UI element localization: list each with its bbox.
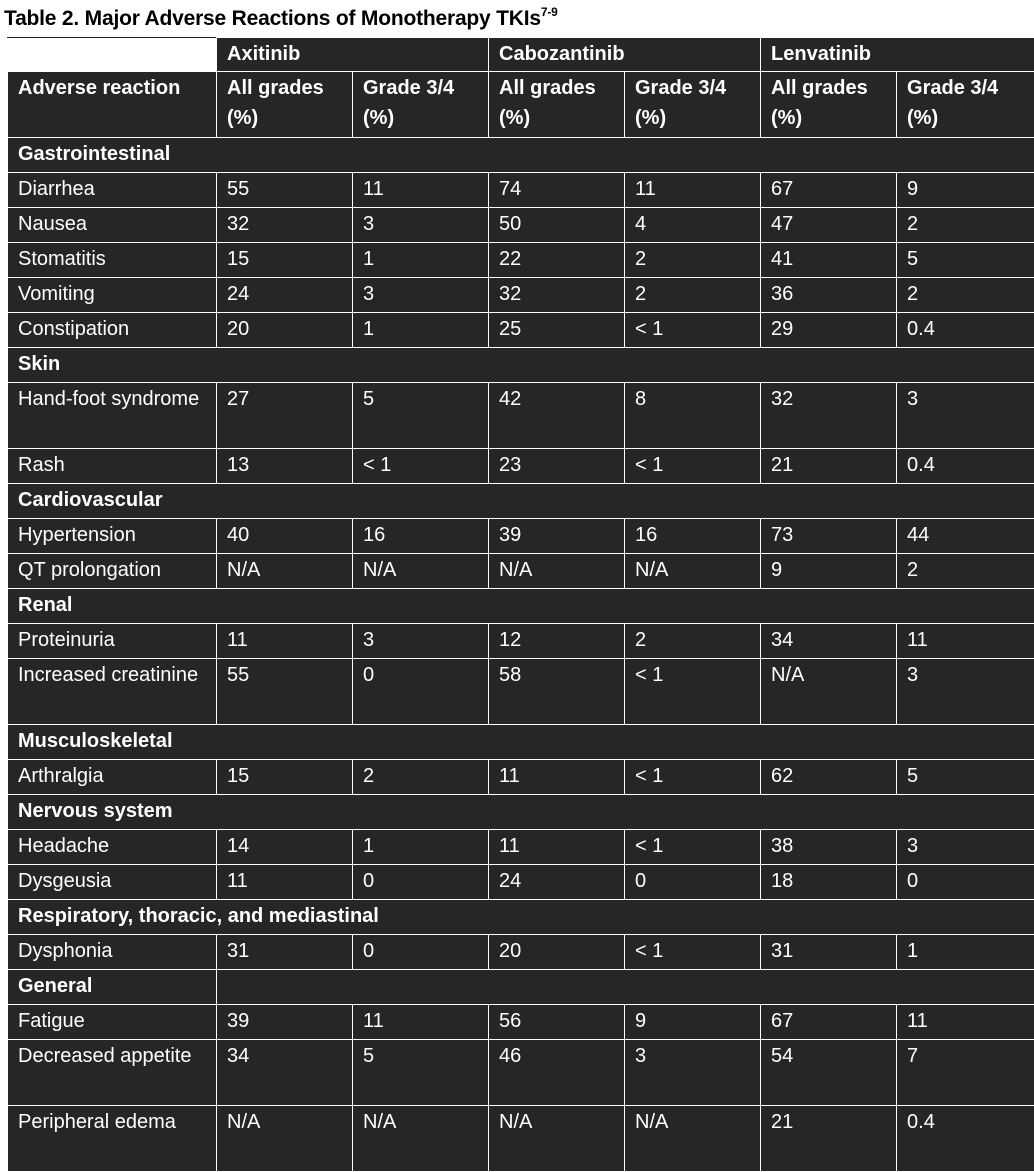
value-cell-cabozantinib-all-grades: 24 <box>489 865 625 900</box>
value-cell-cabozantinib-all-grades: 39 <box>489 519 625 554</box>
value-cell-cabozantinib-grade34: 8 <box>625 383 761 449</box>
value-cell-lenvatinib-grade34: 1 <box>897 935 1034 970</box>
value-cell-axitinib-all-grades: 27 <box>217 383 353 449</box>
title-superscript: 7-9 <box>541 5 558 19</box>
value-cell-axitinib-all-grades: 24 <box>217 278 353 313</box>
value-cell-lenvatinib-grade34: 2 <box>897 208 1034 243</box>
header-lenvatinib-grade34: Grade 3/4 (%) <box>897 72 1034 138</box>
value-cell-lenvatinib-grade34: 5 <box>897 760 1034 795</box>
value-cell-lenvatinib-all-grades: N/A <box>761 659 897 725</box>
header-cabozantinib-grade34: Grade 3/4 (%) <box>625 72 761 138</box>
value-cell-cabozantinib-all-grades: 42 <box>489 383 625 449</box>
value-cell-axitinib-all-grades: 13 <box>217 449 353 484</box>
reaction-cell: Stomatitis <box>8 243 217 278</box>
value-cell-cabozantinib-all-grades: 23 <box>489 449 625 484</box>
value-cell-axitinib-all-grades: 55 <box>217 659 353 725</box>
value-cell-lenvatinib-grade34: 9 <box>897 173 1034 208</box>
value-cell-lenvatinib-grade34: 5 <box>897 243 1034 278</box>
value-cell-axitinib-all-grades: N/A <box>217 554 353 589</box>
value-cell-cabozantinib-grade34: 2 <box>625 624 761 659</box>
value-cell-lenvatinib-all-grades: 29 <box>761 313 897 348</box>
table-row <box>8 1040 1034 1106</box>
value-cell-lenvatinib-all-grades: 67 <box>761 173 897 208</box>
value-cell-axitinib-grade34: 0 <box>353 659 489 725</box>
value-cell-lenvatinib-all-grades: 9 <box>761 554 897 589</box>
adverse-reactions-table <box>7 37 1034 1172</box>
value-cell-axitinib-all-grades: 55 <box>217 173 353 208</box>
value-cell-cabozantinib-all-grades: 20 <box>489 935 625 970</box>
table-row <box>8 313 1034 348</box>
value-cell-cabozantinib-grade34: < 1 <box>625 313 761 348</box>
value-cell-axitinib-grade34: 2 <box>353 760 489 795</box>
value-cell-axitinib-grade34: 1 <box>353 243 489 278</box>
value-cell-lenvatinib-grade34: 44 <box>897 519 1034 554</box>
section-row <box>8 484 1034 519</box>
value-cell-axitinib-all-grades: N/A <box>217 1106 353 1172</box>
table-body <box>8 38 1034 1172</box>
value-cell-axitinib-grade34: 3 <box>353 278 489 313</box>
section-heading: Musculoskeletal <box>8 725 1034 760</box>
section-heading: Respiratory, thoracic, and mediastinal <box>8 900 1034 935</box>
value-cell-axitinib-all-grades: 11 <box>217 865 353 900</box>
value-cell-axitinib-grade34: 3 <box>353 208 489 243</box>
header-axitinib-all-grades: All grades (%) <box>217 72 353 138</box>
value-cell-cabozantinib-all-grades: 12 <box>489 624 625 659</box>
value-cell-axitinib-all-grades: 15 <box>217 760 353 795</box>
table-row <box>8 173 1034 208</box>
reaction-cell: Vomiting <box>8 278 217 313</box>
value-cell-axitinib-grade34: 0 <box>353 865 489 900</box>
value-cell-lenvatinib-all-grades: 21 <box>761 1106 897 1172</box>
value-cell-axitinib-grade34: 3 <box>353 624 489 659</box>
header-lenvatinib-all-grades: All grades (%) <box>761 72 897 138</box>
table-row <box>8 278 1034 313</box>
section-heading: Renal <box>8 589 1034 624</box>
value-cell-lenvatinib-grade34: 7 <box>897 1040 1034 1106</box>
value-cell-cabozantinib-all-grades: 25 <box>489 313 625 348</box>
reaction-cell: Hand-foot syndrome <box>8 383 217 449</box>
value-cell-lenvatinib-grade34: 11 <box>897 1005 1034 1040</box>
value-cell-cabozantinib-all-grades: 56 <box>489 1005 625 1040</box>
value-cell-lenvatinib-grade34: 2 <box>897 278 1034 313</box>
section-heading: General <box>8 970 217 1005</box>
drug-header-lenvatinib: Lenvatinib <box>761 38 1034 72</box>
drug-header-axitinib: Axitinib <box>217 38 489 72</box>
column-header-row <box>8 72 1034 138</box>
value-cell-lenvatinib-all-grades: 36 <box>761 278 897 313</box>
value-cell-axitinib-grade34: N/A <box>353 1106 489 1172</box>
value-cell-lenvatinib-all-grades: 54 <box>761 1040 897 1106</box>
value-cell-axitinib-all-grades: 15 <box>217 243 353 278</box>
value-cell-cabozantinib-grade34: 3 <box>625 1040 761 1106</box>
value-cell-cabozantinib-grade34: < 1 <box>625 830 761 865</box>
value-cell-axitinib-all-grades: 34 <box>217 1040 353 1106</box>
value-cell-axitinib-grade34: 16 <box>353 519 489 554</box>
table-row <box>8 659 1034 725</box>
value-cell-cabozantinib-all-grades: 11 <box>489 760 625 795</box>
section-heading: Cardiovascular <box>8 484 1034 519</box>
reaction-cell: Headache <box>8 830 217 865</box>
reaction-cell: QT prolongation <box>8 554 217 589</box>
table-row <box>8 1005 1034 1040</box>
table-caption <box>4 0 558 38</box>
value-cell-lenvatinib-grade34: 0 <box>897 865 1034 900</box>
reaction-cell: Increased creatinine <box>8 659 217 725</box>
table-row <box>8 449 1034 484</box>
value-cell-lenvatinib-all-grades: 67 <box>761 1005 897 1040</box>
value-cell-cabozantinib-grade34: 9 <box>625 1005 761 1040</box>
value-cell-cabozantinib-all-grades: 11 <box>489 830 625 865</box>
value-cell-lenvatinib-grade34: 3 <box>897 659 1034 725</box>
value-cell-axitinib-grade34: 0 <box>353 935 489 970</box>
value-cell-lenvatinib-all-grades: 21 <box>761 449 897 484</box>
table-row <box>8 760 1034 795</box>
section-heading: Gastrointestinal <box>8 138 1034 173</box>
value-cell-axitinib-all-grades: 32 <box>217 208 353 243</box>
section-row <box>8 589 1034 624</box>
value-cell-cabozantinib-grade34: 11 <box>625 173 761 208</box>
value-cell-axitinib-all-grades: 40 <box>217 519 353 554</box>
table-row <box>8 1106 1034 1172</box>
value-cell-lenvatinib-all-grades: 31 <box>761 935 897 970</box>
value-cell-axitinib-grade34: 5 <box>353 1040 489 1106</box>
value-cell-lenvatinib-all-grades: 41 <box>761 243 897 278</box>
reaction-cell: Peripheral edema <box>8 1106 217 1172</box>
value-cell-cabozantinib-all-grades: 46 <box>489 1040 625 1106</box>
header-axitinib-grade34: Grade 3/4 (%) <box>353 72 489 138</box>
value-cell-cabozantinib-all-grades: N/A <box>489 554 625 589</box>
value-cell-lenvatinib-grade34: 0.4 <box>897 449 1034 484</box>
reaction-cell: Diarrhea <box>8 173 217 208</box>
value-cell-lenvatinib-grade34: 11 <box>897 624 1034 659</box>
reaction-cell: Decreased appetite <box>8 1040 217 1106</box>
value-cell-cabozantinib-grade34: < 1 <box>625 659 761 725</box>
section-row <box>8 348 1034 383</box>
section-heading: Nervous system <box>8 795 1034 830</box>
drug-header-cabozantinib: Cabozantinib <box>489 38 761 72</box>
value-cell-cabozantinib-grade34: N/A <box>625 554 761 589</box>
section-row <box>8 900 1034 935</box>
value-cell-cabozantinib-grade34: 4 <box>625 208 761 243</box>
value-cell-axitinib-all-grades: 11 <box>217 624 353 659</box>
table-row <box>8 624 1034 659</box>
value-cell-axitinib-grade34: < 1 <box>353 449 489 484</box>
reaction-cell: Proteinuria <box>8 624 217 659</box>
section-row <box>8 725 1034 760</box>
reaction-cell: Fatigue <box>8 1005 217 1040</box>
value-cell-cabozantinib-grade34: < 1 <box>625 760 761 795</box>
section-row <box>8 795 1034 830</box>
table-row <box>8 519 1034 554</box>
table-row <box>8 865 1034 900</box>
reaction-cell: Nausea <box>8 208 217 243</box>
section-row <box>8 138 1034 173</box>
value-cell-lenvatinib-all-grades: 32 <box>761 383 897 449</box>
value-cell-cabozantinib-all-grades: 58 <box>489 659 625 725</box>
table-title: Table 2. Major Adverse Reactions of Monotherapy TKIs <box>4 7 541 30</box>
value-cell-axitinib-grade34: 1 <box>353 830 489 865</box>
value-cell-axitinib-all-grades: 31 <box>217 935 353 970</box>
value-cell-lenvatinib-all-grades: 34 <box>761 624 897 659</box>
value-cell-axitinib-grade34: 1 <box>353 313 489 348</box>
value-cell-lenvatinib-grade34: 0.4 <box>897 1106 1034 1172</box>
value-cell-lenvatinib-grade34: 2 <box>897 554 1034 589</box>
value-cell-axitinib-all-grades: 20 <box>217 313 353 348</box>
value-cell-cabozantinib-all-grades: 74 <box>489 173 625 208</box>
reaction-cell: Hypertension <box>8 519 217 554</box>
value-cell-lenvatinib-all-grades: 38 <box>761 830 897 865</box>
drug-header-row <box>8 38 1034 72</box>
value-cell-axitinib-grade34: 11 <box>353 173 489 208</box>
reaction-cell: Dysgeusia <box>8 865 217 900</box>
table-row <box>8 383 1034 449</box>
reaction-cell: Rash <box>8 449 217 484</box>
value-cell-cabozantinib-grade34: 16 <box>625 519 761 554</box>
value-cell-axitinib-grade34: N/A <box>353 554 489 589</box>
value-cell-cabozantinib-all-grades: 50 <box>489 208 625 243</box>
empty-corner-cell <box>8 38 217 72</box>
value-cell-cabozantinib-all-grades: N/A <box>489 1106 625 1172</box>
reaction-cell: Arthralgia <box>8 760 217 795</box>
value-cell-cabozantinib-all-grades: 22 <box>489 243 625 278</box>
table-row <box>8 830 1034 865</box>
header-adverse-reaction: Adverse reaction <box>8 72 217 138</box>
value-cell-cabozantinib-grade34: < 1 <box>625 449 761 484</box>
value-cell-lenvatinib-grade34: 0.4 <box>897 313 1034 348</box>
value-cell-cabozantinib-grade34: N/A <box>625 1106 761 1172</box>
table-row <box>8 208 1034 243</box>
value-cell-cabozantinib-grade34: 2 <box>625 243 761 278</box>
table-row <box>8 554 1034 589</box>
value-cell-cabozantinib-grade34: < 1 <box>625 935 761 970</box>
value-cell-axitinib-grade34: 5 <box>353 383 489 449</box>
value-cell-lenvatinib-grade34: 3 <box>897 830 1034 865</box>
value-cell-lenvatinib-all-grades: 73 <box>761 519 897 554</box>
value-cell-lenvatinib-grade34: 3 <box>897 383 1034 449</box>
value-cell-lenvatinib-all-grades: 47 <box>761 208 897 243</box>
section-heading: Skin <box>8 348 1034 383</box>
reaction-cell: Dysphonia <box>8 935 217 970</box>
table-row <box>8 935 1034 970</box>
reaction-cell: Constipation <box>8 313 217 348</box>
value-cell-cabozantinib-grade34: 2 <box>625 278 761 313</box>
value-cell-axitinib-all-grades: 14 <box>217 830 353 865</box>
section-filler-cell <box>217 970 1034 1005</box>
value-cell-lenvatinib-all-grades: 62 <box>761 760 897 795</box>
value-cell-axitinib-grade34: 11 <box>353 1005 489 1040</box>
section-row <box>8 970 1034 1005</box>
value-cell-cabozantinib-all-grades: 32 <box>489 278 625 313</box>
value-cell-cabozantinib-grade34: 0 <box>625 865 761 900</box>
value-cell-lenvatinib-all-grades: 18 <box>761 865 897 900</box>
header-cabozantinib-all-grades: All grades (%) <box>489 72 625 138</box>
value-cell-axitinib-all-grades: 39 <box>217 1005 353 1040</box>
table-row <box>8 243 1034 278</box>
